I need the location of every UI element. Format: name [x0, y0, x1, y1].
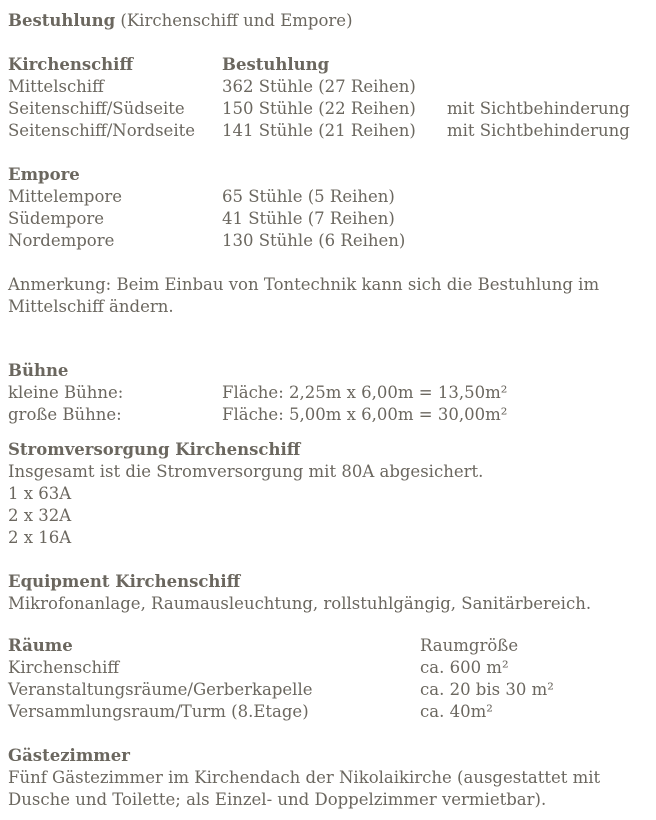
room-size-value: ca. 20 bis 30 m²	[420, 680, 554, 699]
column-header-kirchenschiff: Kirchenschiff	[8, 55, 133, 74]
seats-note: mit Sichtbehinderung	[447, 99, 630, 118]
stage-row	[8, 382, 646, 404]
table-row	[8, 230, 646, 252]
stage-area-value: Fläche: 2,25m x 6,00m = 13,50m²	[222, 383, 508, 402]
rooms-table	[8, 635, 646, 723]
section-heading-equipment: Equipment Kirchenschiff	[8, 572, 241, 591]
guest-rooms-section	[8, 745, 646, 811]
seats-value: 362 Stühle (27 Reihen)	[222, 77, 416, 96]
table-row	[8, 208, 646, 230]
seats-value: 130 Stühle (6 Reihen)	[222, 231, 406, 250]
power-line: 1 x 63A	[8, 484, 72, 503]
area-label: Nordempore	[8, 231, 115, 250]
page-title	[8, 10, 646, 32]
column-header-bestuhlung: Bestuhlung	[222, 55, 330, 74]
table-header-row	[8, 635, 646, 657]
room-label: Veranstaltungsräume/Gerberkapelle	[8, 680, 313, 699]
area-label: Seitenschiff/Nordseite	[8, 121, 195, 140]
section-heading-buehne: Bühne	[8, 361, 69, 380]
table-row	[8, 679, 646, 701]
stage-label: kleine Bühne:	[8, 383, 124, 402]
room-size-value: ca. 600 m²	[420, 658, 509, 677]
seats-value: 150 Stühle (22 Reihen)	[222, 99, 416, 118]
section-heading-strom: Stromversorgung Kirchenschiff	[8, 440, 301, 459]
remark-paragraph: Anmerkung: Beim Einbau von Tontechnik kann sich die Bestuhlung im Mittelschiff ändern.	[8, 275, 600, 316]
room-label: Versammlungsraum/Turm (8.Etage)	[8, 702, 309, 721]
table-header-row	[8, 54, 646, 76]
room-label: Kirchenschiff	[8, 658, 120, 677]
seats-value: 141 Stühle (21 Reihen)	[222, 121, 416, 140]
stage-section	[8, 360, 646, 426]
area-label: Seitenschiff/Südseite	[8, 99, 185, 118]
area-label: Mittelempore	[8, 187, 123, 206]
stage-label: große Bühne:	[8, 405, 122, 424]
column-header-raumgroesse: Raumgröße	[420, 636, 519, 655]
equipment-line: Mikrofonanlage, Raumausleuchtung, rollstuhlgängig, Sanitärbereich.	[8, 594, 592, 613]
page-title-suffix: (Kirchenschiff und Empore)	[115, 11, 353, 30]
area-label: Mittelschiff	[8, 77, 104, 96]
power-line: 2 x 16A	[8, 528, 72, 547]
power-supply-section	[8, 439, 646, 549]
table-row	[8, 120, 646, 142]
empore-seating-table	[8, 164, 646, 252]
power-line: 2 x 32A	[8, 506, 72, 525]
table-row	[8, 186, 646, 208]
room-size-value: ca. 40m²	[420, 702, 493, 721]
power-summary-line: Insgesamt ist die Stromversorgung mit 80A abgesichert.	[8, 462, 484, 481]
table-row	[8, 657, 646, 679]
table-row	[8, 98, 646, 120]
page-title-bold: Bestuhlung	[8, 11, 116, 30]
table-row	[8, 76, 646, 98]
guest-rooms-paragraph: Fünf Gästezimmer im Kirchendach der Nikolaikirche (ausgestattet mit Dusche und Toilette; als Einzel- und Doppelzimmer vermietbar).	[8, 768, 601, 809]
stage-area-value: Fläche: 5,00m x 6,00m = 30,00m²	[222, 405, 508, 424]
area-label: Südempore	[8, 209, 105, 228]
section-heading-raeume: Räume	[8, 636, 73, 655]
seats-value: 41 Stühle (7 Reihen)	[222, 209, 395, 228]
section-heading-gaestezimmer: Gästezimmer	[8, 746, 130, 765]
equipment-section	[8, 571, 646, 615]
seats-note: mit Sichtbehinderung	[447, 121, 630, 140]
kirchenschiff-seating-table	[8, 54, 646, 142]
seats-value: 65 Stühle (5 Reihen)	[222, 187, 395, 206]
stage-row	[8, 404, 646, 426]
table-row	[8, 701, 646, 723]
section-heading-empore: Empore	[8, 165, 80, 184]
